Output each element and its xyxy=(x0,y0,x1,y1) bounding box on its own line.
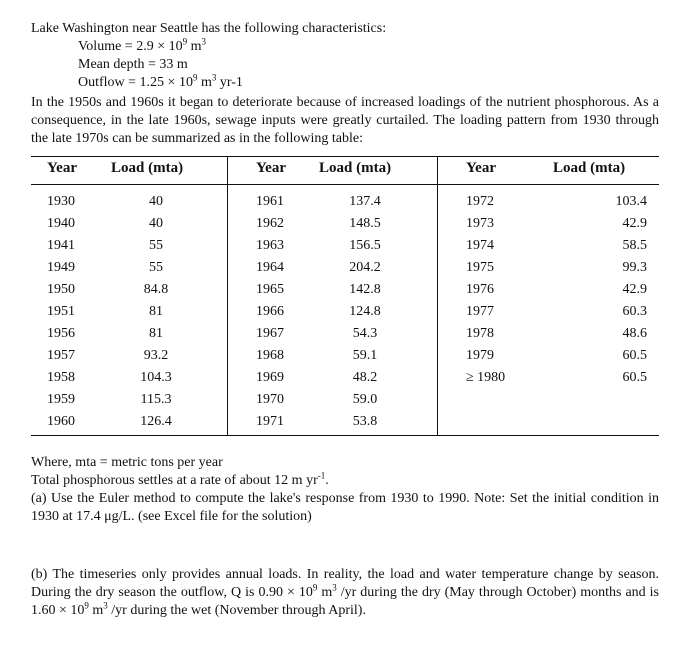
part-b-seg-4: m xyxy=(88,603,104,618)
year-cell: 1940 xyxy=(47,216,75,231)
header-load-3: Load (mta) xyxy=(553,160,626,176)
intro-line: Lake Washington near Seattle has the following characteristics: xyxy=(31,21,387,36)
part-a-text: (a) Use the Euler method to compute the lake's response from 1930 to 1990. Note: Set the initial condition in 1930 at 17.4 μg/L. (see Excel file for the solution) xyxy=(31,491,659,524)
load-cell: 103.4 xyxy=(615,194,647,209)
load-cell: 40 xyxy=(149,216,163,231)
header-year-2: Year xyxy=(256,160,286,176)
year-cell: ≥ 1980 xyxy=(466,370,506,385)
volume-text: Volume = 2.9 × 10 xyxy=(78,39,183,54)
load-cell: 137.4 xyxy=(349,194,381,209)
part-b-exp-4: 3 xyxy=(103,600,108,611)
year-column-1 xyxy=(47,191,107,433)
year-cell: 1941 xyxy=(47,238,75,253)
load-cell: 142.8 xyxy=(349,282,381,297)
part-b-exp-2: 3 xyxy=(332,582,337,593)
load-cell: 54.3 xyxy=(352,326,378,341)
volume-line xyxy=(78,38,206,56)
load-cell: 156.5 xyxy=(349,238,381,253)
outflow-unit-exponent: 3 xyxy=(211,72,217,83)
load-cell: 48.6 xyxy=(622,326,647,341)
load-cell: 84.8 xyxy=(143,282,169,297)
volume-unit-exponent: 3 xyxy=(201,36,206,47)
table-bottom-rule xyxy=(31,435,659,436)
load-cell: 59.0 xyxy=(352,392,378,407)
load-cell: 204.2 xyxy=(349,260,381,275)
mta-note: Where, mta = metric tons per year xyxy=(31,455,223,470)
load-cell: 53.8 xyxy=(352,414,378,429)
load-cell: 58.5 xyxy=(622,238,647,253)
year-cell: 1973 xyxy=(466,216,494,231)
year-cell: 1972 xyxy=(466,194,494,209)
year-cell: 1964 xyxy=(256,260,284,275)
load-cell: 55 xyxy=(149,260,163,275)
depth-line: Mean depth = 33 m xyxy=(78,57,188,72)
load-cell: 42.9 xyxy=(622,282,647,297)
year-cell: 1930 xyxy=(47,194,75,209)
year-cell: 1978 xyxy=(466,326,494,341)
load-cell: 104.3 xyxy=(140,370,172,385)
load-column-3 xyxy=(571,191,647,389)
year-cell: 1974 xyxy=(466,238,494,253)
table-top-rule xyxy=(31,156,659,157)
year-cell: 1966 xyxy=(256,304,284,319)
volume-exponent: 9 xyxy=(182,36,188,47)
year-column-2 xyxy=(256,191,316,433)
year-cell: 1970 xyxy=(256,392,284,407)
load-cell: 124.8 xyxy=(349,304,381,319)
load-cell: 93.2 xyxy=(143,348,169,363)
intro-paragraph: In the 1950s and 1960s it began to deteriorate because of increased loadings of the nutrient phosphorous. As a consequence, in the late 1960s, sewage inputs were greatly curtailed. The loading pattern from 1930 through the late 1970s can be summarized as in the following table: xyxy=(31,95,659,146)
year-cell: 1959 xyxy=(47,392,75,407)
year-cell: 1971 xyxy=(256,414,284,429)
load-cell: 115.3 xyxy=(140,392,172,407)
year-cell: 1958 xyxy=(47,370,75,385)
year-cell: 1969 xyxy=(256,370,284,385)
load-cell: 81 xyxy=(149,304,163,319)
year-cell: 1950 xyxy=(47,282,75,297)
outflow-text: Outflow = 1.25 × 10 xyxy=(78,75,193,90)
header-year-1: Year xyxy=(47,160,77,176)
year-cell: 1949 xyxy=(47,260,75,275)
part-b-seg-2: m xyxy=(317,585,333,600)
load-cell: 48.2 xyxy=(352,370,378,385)
part-b-seg-3: /yr during the dry (May through October) months and is 1.60 × 10 xyxy=(31,585,660,618)
year-cell: 1975 xyxy=(466,260,494,275)
outflow-exponent: 9 xyxy=(192,72,198,83)
settling-suffix: . xyxy=(325,473,329,488)
year-cell: 1956 xyxy=(47,326,75,341)
load-column-2 xyxy=(330,191,400,433)
year-cell: 1963 xyxy=(256,238,284,253)
header-year-3: Year xyxy=(466,160,496,176)
year-cell: 1976 xyxy=(466,282,494,297)
settling-exponent: -1 xyxy=(317,470,326,481)
load-cell: 99.3 xyxy=(622,260,647,275)
year-cell: 1951 xyxy=(47,304,75,319)
load-cell: 81 xyxy=(149,326,163,341)
year-cell: 1962 xyxy=(256,216,284,231)
year-cell: 1960 xyxy=(47,414,75,429)
volume-unit: m xyxy=(187,39,202,54)
table-divider-2 xyxy=(437,156,438,435)
part-b-seg-1: (b) The timeseries only provides annual loads. In reality, the load and water temperature change by season. During the dry season the outflow, Q is 0.90 × 10 xyxy=(31,567,659,600)
part-b-seg-5: /yr during the wet (November through April). xyxy=(107,603,366,618)
part-b-exp-3: 9 xyxy=(84,600,89,611)
load-cell: 60.5 xyxy=(622,370,647,385)
part-b-text xyxy=(31,566,659,620)
year-cell: 1968 xyxy=(256,348,284,363)
load-cell: 55 xyxy=(149,238,163,253)
table-divider-1 xyxy=(227,156,228,435)
settling-note xyxy=(31,472,329,490)
header-load-1: Load (mta) xyxy=(111,160,184,176)
outflow-suffix: yr-1 xyxy=(216,75,243,90)
outflow-unit: m xyxy=(197,75,212,90)
header-load-2: Load (mta) xyxy=(319,160,392,176)
outflow-line xyxy=(78,74,243,92)
load-column-1 xyxy=(121,191,191,433)
settling-text: Total phosphorous settles at a rate of about 12 m yr xyxy=(31,473,318,488)
year-cell: 1977 xyxy=(466,304,494,319)
year-cell: 1967 xyxy=(256,326,284,341)
year-cell: 1957 xyxy=(47,348,75,363)
table-header-rule xyxy=(31,184,659,185)
year-cell: 1961 xyxy=(256,194,284,209)
load-table xyxy=(31,156,659,436)
load-cell: 126.4 xyxy=(140,414,172,429)
load-cell: 148.5 xyxy=(349,216,381,231)
load-cell: 59.1 xyxy=(352,348,378,363)
load-cell: 60.3 xyxy=(622,304,647,319)
load-cell: 60.5 xyxy=(622,348,647,363)
load-cell: 40 xyxy=(149,194,163,209)
year-column-3 xyxy=(466,191,546,389)
year-cell: 1979 xyxy=(466,348,494,363)
part-b-exp-1: 9 xyxy=(312,582,318,593)
load-cell: 42.9 xyxy=(622,216,647,231)
year-cell: 1965 xyxy=(256,282,284,297)
